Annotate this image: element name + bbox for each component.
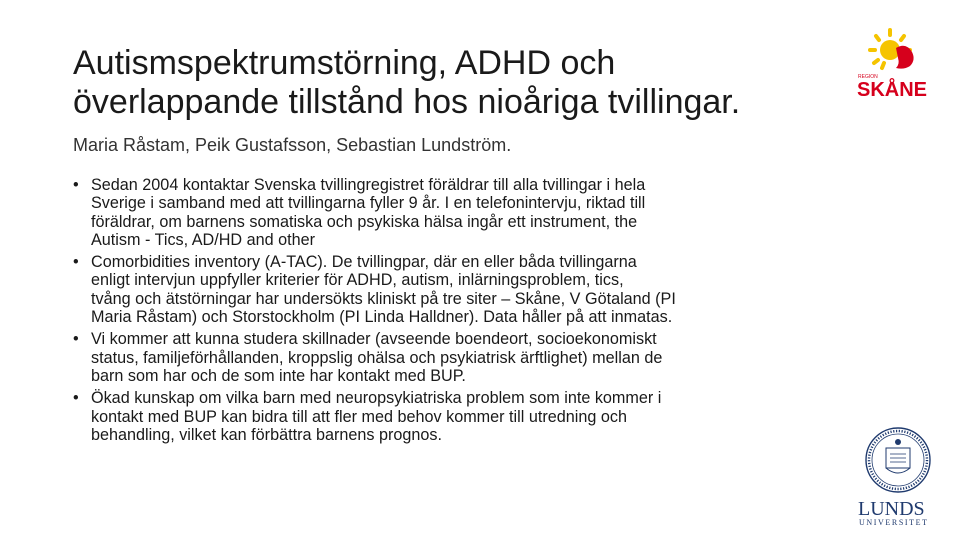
region-label: REGION <box>858 74 878 80</box>
bullet-line: barn som har och de som inte har kontakt med BUP. <box>91 366 466 385</box>
bullet-line: behandling, vilket kan förbättra barnens prognos. <box>91 425 442 444</box>
bullet-item <box>73 389 873 444</box>
bullet-line: enligt intervjun uppfyller kriterier för ADHD, autism, inlärningsproblem, tics, <box>91 271 624 290</box>
authors-line: Maria Råstam, Peik Gustafsson, Sebastian Lundström. <box>73 135 512 155</box>
bullet-line: Maria Råstam) och Storstockholm (PI Linda Halldner). Data håller på att inmatas. <box>91 308 673 327</box>
lunds-universitet-logo <box>852 420 948 530</box>
bullet-line: Sverige i samband med att tvillingarna fyller 9 år. I en telefonintervju, riktad till <box>91 194 646 213</box>
bullet-line: • Sedan 2004 kontaktar Svenska tvillingregistret föräldrar till alla tvillingar i hela <box>91 176 646 194</box>
bullet-line: föräldrar, om barnens somatiska och psykiska hälsa ingår ett instrument, the <box>91 212 638 231</box>
university-seal-icon <box>866 428 930 492</box>
bullet-line: • Ökad kunskap om vilka barn med neuropsykiatriska problem som inte kommer i <box>91 389 662 408</box>
bullet-line: • Comorbidities inventory (A-TAC). De tvillingpar, där en eller båda tvillingarna <box>91 253 637 272</box>
universitet-label: UNIVERSITET <box>859 518 929 527</box>
bullet-line: Autism - Tics, AD/HD and other <box>91 230 315 249</box>
bullet-line: kontakt med BUP kan bidra till att fler med behov kommer till utredning och <box>91 407 627 426</box>
lunds-label: LUNDS <box>858 498 925 520</box>
bullet-item <box>73 253 873 326</box>
bullet-line: status, familjeförhållanden, kroppslig ohälsa och psykiatrisk ärftlighet) mellan de <box>91 348 663 367</box>
bullet-line: tvång och ätstörningar har undersökts kliniskt på tre siter – Skåne, V Götaland (PI <box>91 289 676 308</box>
slide-title <box>73 44 833 122</box>
bullet-list <box>73 176 873 448</box>
skane-label: SKÅNE <box>857 79 928 101</box>
title-line: Autismspektrumstörning, ADHD och <box>73 44 616 82</box>
bullet-line: • Vi kommer att kunna studera skillnader (avseende boendeort, socioekonomiskt <box>91 330 657 349</box>
bullet-item <box>73 176 873 249</box>
bullet-item <box>73 330 873 385</box>
region-skane-logo <box>852 28 936 104</box>
title-line: överlappande tillstånd hos nioåriga tvillingar. <box>73 83 741 121</box>
